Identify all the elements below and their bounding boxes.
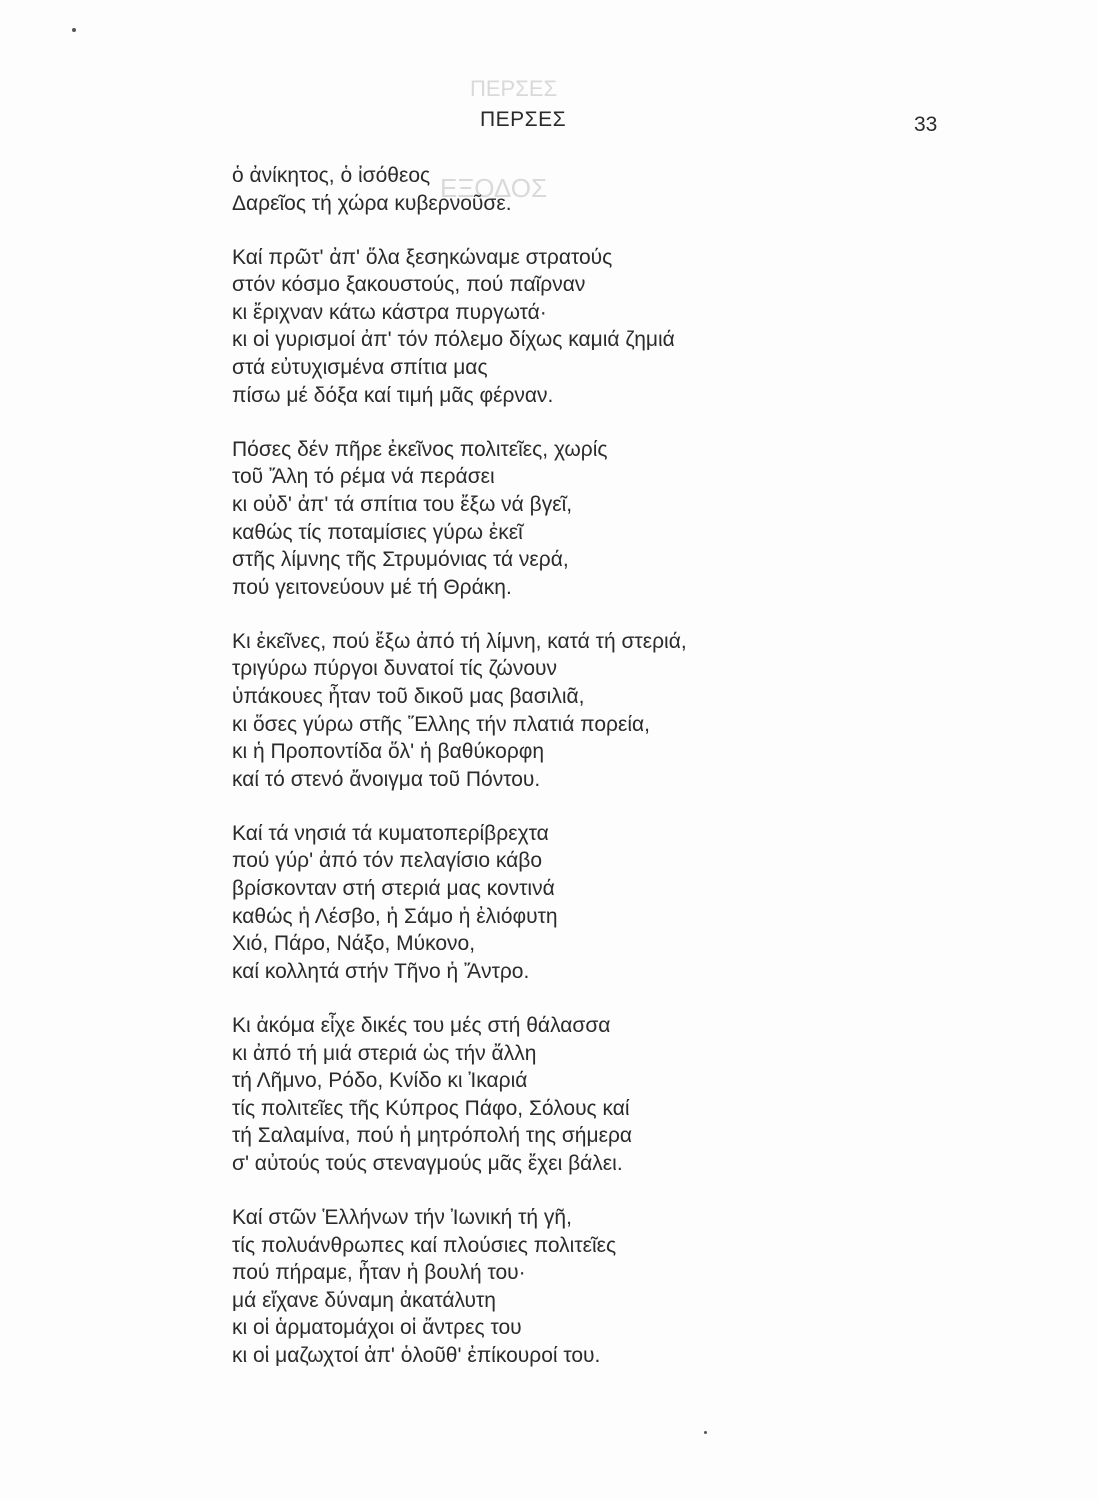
stanza: [232, 1204, 872, 1370]
page-number: 33: [914, 113, 938, 136]
poem-line: Πόσες δέν πῆρε ἐκεῖνος πολιτεῖες, χωρίς: [232, 437, 608, 461]
poem-line: καί τό στενό ἄνοιγμα τοῦ Πόντου.: [232, 767, 541, 791]
poem-line: καθώς τίς ποταμίσιες γύρω ἐκεῖ: [232, 520, 523, 544]
poem-line: κι οὐδ' ἀπ' τά σπίτια του ἔξω νά βγεῖ,: [232, 492, 573, 516]
poem-line: πίσω μέ δόξα καί τιμή μᾶς φέρναν.: [232, 383, 554, 407]
poem-line: κι ἡ Προποντίδα ὅλ' ἡ βαθύκορφη: [232, 740, 545, 764]
poem-line: κι οἱ μαζωχτοί ἀπ' ὁλοῦθ' ἐπίκουροί του.: [232, 1343, 601, 1367]
poem-line: τοῦ Ἄλη τό ρέμα νά περάσει: [232, 465, 495, 489]
poem-line: πού γειτονεύουν μέ τή Θράκη.: [232, 575, 512, 599]
stanza: [232, 628, 872, 794]
stanza: [232, 436, 872, 602]
poem-line: σ' αὐτούς τούς στεναγμούς μᾶς ἔχει βάλει.: [232, 1151, 623, 1175]
poem-line: πού πήραμε, ἦταν ἡ βουλή του·: [232, 1261, 526, 1285]
stanza: [232, 244, 872, 410]
poem-line: στῆς λίμνης τῆς Στρυμόνιας τά νερά,: [232, 548, 569, 572]
poem-line: στόν κόσμο ξακουστούς, πού παῖρναν: [232, 273, 586, 297]
poem-line: Χιό, Πάρο, Νάξο, Μύκονο,: [232, 932, 476, 956]
poem-line: τή Σαλαμίνα, πού ἡ μητρόπολή της σήμερα: [232, 1124, 633, 1148]
poem-line: βρίσκονταν στή στεριά μας κοντινά: [232, 877, 555, 901]
poem-line: καί κολλητά στήν Τῆνο ἡ Ἄντρο.: [232, 959, 530, 983]
poem-line: Δαρεῖος τή χώρα κυβερνοῦσε.: [232, 191, 512, 215]
poem-line: καθώς ἡ Λέσβο, ἡ Σάμο ἡ ἐλιόφυτη: [232, 904, 558, 928]
poem-line: μά εἴχανε δύναμη ἀκατάλυτη: [232, 1288, 496, 1312]
ink-speck-decoration-2: [704, 1431, 707, 1434]
bleed-through-decoration-2: ΕΞΟΔΟΣ: [440, 173, 548, 203]
poem-line: κι ἀπό τή μιά στεριά ὡς τήν ἄλλη: [232, 1041, 537, 1065]
bleed-through-decoration: ΠΕΡΣΕΣ: [470, 76, 558, 101]
stanza: [232, 1012, 872, 1178]
poem-line: κι οἱ ἁρματομάχοι οἱ ἄντρες του: [232, 1316, 522, 1340]
ink-speck-decoration: [72, 28, 76, 32]
poem-line: Καί στῶν Ἑλλήνων τήν Ἰωνική τή γῆ,: [232, 1206, 572, 1229]
poem-line: τριγύρω πύργοι δυνατοί τίς ζώνουν: [232, 657, 557, 681]
poem-line: τίς πολιτεῖες τῆς Κύπρος Πάφο, Σόλους καί: [232, 1096, 630, 1120]
poem-line: ὑπάκουες ἦταν τοῦ δικοῦ μας βασιλιᾶ,: [232, 685, 585, 708]
poem-line: στά εὐτυχισμένα σπίτια μας: [232, 356, 488, 380]
poem-body: [232, 162, 872, 1396]
poem-line: τίς πολυάνθρωπες καί πλούσιες πολιτεῖες: [232, 1233, 617, 1257]
stanza: [232, 162, 872, 217]
poem-line: κι ὅσες γύρω στῆς Ἕλλης τήν πλατιά πορεία,: [232, 712, 651, 736]
poem-line: Κι ἀκόμα εἶχε δικές του μές στή θάλασσα: [232, 1013, 611, 1037]
poem-line: ὁ ἀνίκητος, ὁ ἰσόθεος: [232, 164, 431, 187]
poem-line: κι οἱ γυρισμοί ἀπ' τόν πόλεμο δίχως καμιά ζημιά: [232, 328, 675, 352]
poem-line: τή Λῆμνο, Ρόδο, Κνίδο κι Ἰκαριά: [232, 1069, 528, 1093]
poem-line: πού γύρ' ἀπό τόν πελαγίσιο κάβο: [232, 849, 543, 873]
running-header-title: ΠΕΡΣΕΣ: [480, 108, 567, 131]
poem-line: Καί πρῶτ' ἀπ' ὅλα ξεσηκώναμε στρατούς: [232, 245, 613, 269]
poem-line: Καί τά νησιά τά κυματοπερίβρεχτα: [232, 821, 549, 845]
poem-line: Κι ἐκεῖνες, πού ἔξω ἀπό τή λίμνη, κατά τή στεριά,: [232, 629, 687, 653]
stanza: [232, 820, 872, 986]
poem-line: κι ἔριχναν κάτω κάστρα πυργωτά·: [232, 300, 547, 324]
